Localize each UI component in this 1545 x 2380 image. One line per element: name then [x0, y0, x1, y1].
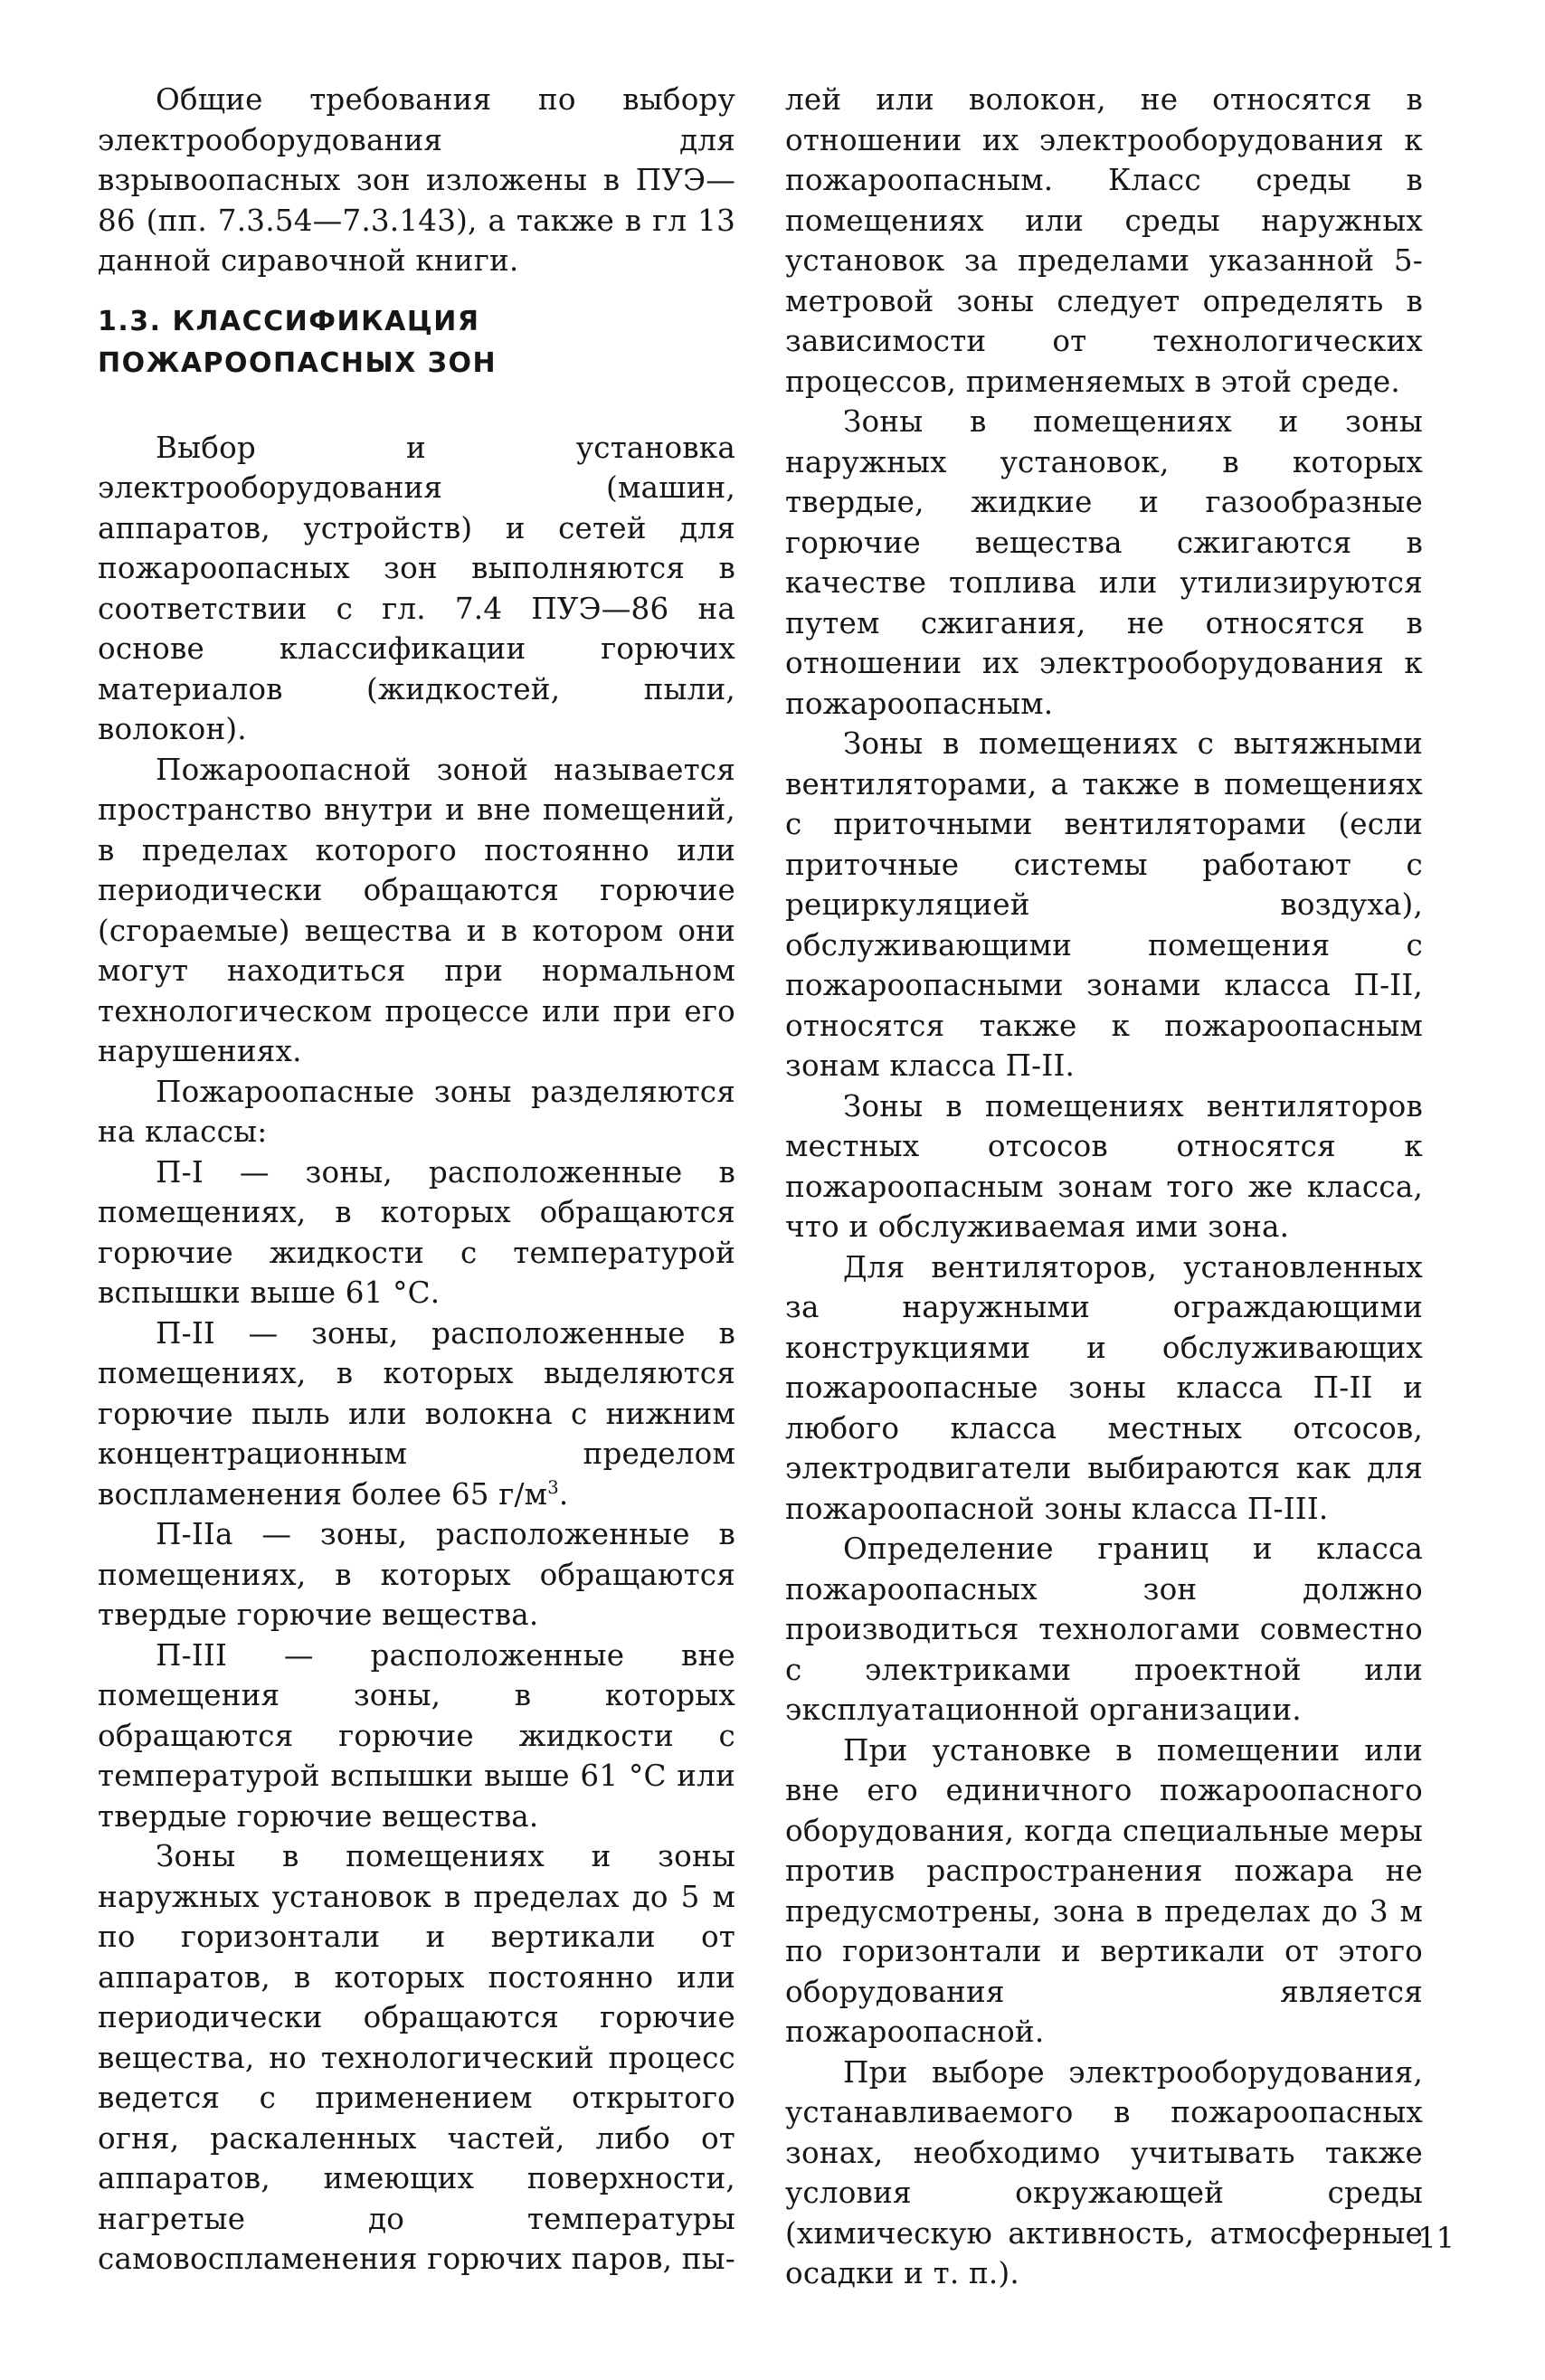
- paragraph-single-equipment: При установке в помещении или вне его единичного пожароопасного оборудования, когда специальные меры против распространения пожара не предусмотрены, зона в пределах до 3 м по горизонтали и вертикали от этого оборудования является пожароопасной.: [785, 1732, 1423, 2049]
- section-heading-line2: ПОЖАРООПАСНЫХ ЗОН: [98, 346, 498, 379]
- paragraph-local-exhaust: Зоны в помещениях вентиляторов местных отсосов относятся к пожароопасным зонам того же класса, что и обслуживаемая ими зона.: [785, 1088, 1423, 1244]
- right-column: [785, 80, 1423, 2294]
- class-p2-end: .: [558, 1476, 569, 1512]
- paragraph-classes-intro: Пожароопасные зоны разделяются на классы:: [98, 1074, 735, 1149]
- paragraph-selection: Выбор и установка электрооборудования (машин, аппаратов, устройств) и сетей для пожароопасных зон выполняются в соответствии с гл. 7.4 ПУЭ—86 на основе классификации горючих материалов (жидкостей, пыли, волокон).: [98, 430, 735, 746]
- paragraph-class-p2a: П-IIа — зоны, расположенные в помещениях, в которых обращаются твердые горючие вещества.: [98, 1517, 735, 1632]
- class-p2-text: П-II — зоны, расположенные в помещениях, в которых выделяются горючие пыль или волокна с нижним концентрационным пределом воспламенения более 65 г/м: [98, 1315, 735, 1512]
- section-heading-line1: 1.3. КЛАССИФИКАЦИЯ: [98, 305, 480, 337]
- paragraph-fuel-zones: Зоны в помещениях и зоны наружных установок, в которых твердые, жидкие и газообразные горючие вещества сжигаются в качестве топлива или утилизируются путем сжигания, не относятся в отношении их электрооборудования к пожароопасным.: [785, 404, 1423, 721]
- paragraph-class-p2: [98, 1313, 735, 1515]
- paragraph-class-p1: П-I — зоны, расположенные в помещениях, в которых обращаются горючие жидкости с температурой вспышки выше 61 °С.: [98, 1154, 735, 1310]
- paragraph-class-p3: П-III — расположенные вне помещения зоны, в которых обращаются горючие жидкости с температурой вспышки выше 61 °С или твердые горючие вещества.: [98, 1637, 735, 1834]
- paragraph-boundaries: Определение границ и класса пожароопасных зон должно производиться технологами совместно с электриками проектной или эксплуатационной организации.: [785, 1531, 1423, 1727]
- paragraph-outdoor-ventilators: Для вентиляторов, установленных за наружными ограждающими конструкциями и обслуживающих пожароопасные зоны класса П-II и любого класса местных отсосов, электродвигатели выбираются как для пожароопасной зоны класса П-III.: [785, 1249, 1423, 1526]
- left-column: [98, 80, 735, 2280]
- page-number: 11: [1417, 2221, 1455, 2255]
- section-heading: [98, 301, 735, 428]
- paragraph-definition: Пожароопасной зоной называется пространство внутри и вне помещений, в пределах которого постоянно или периодически обращаются горючие (сгораемые) вещества и в котором они могут находиться при нормальном технологическом процессе или при его нарушениях.: [98, 752, 735, 1068]
- class-p2-superscript: 3: [547, 1476, 559, 1498]
- paragraph-ventilators: Зоны в помещениях с вытяжными вентиляторами, а также в помещениях с приточными вентиляторами (если приточные системы работают с рециркуляцией воздуха), обслуживающими помещения с пожароопасными зонами класса П-II, относятся также к пожароопасным зонам класса П-II.: [785, 726, 1423, 1083]
- paragraph-zones-5m: Зоны в помещениях и зоны наружных установок в пределах до 5 м по горизонтали и вертикали от аппаратов, в которых постоянно или периодически обращаются горючие вещества, но технологический процесс ведется с применением открытого огня, раскаленных частей, либо от аппаратов, имеющих поверхности, нагретые до температуры самовоспламенения горючих паров, пы-: [98, 1839, 735, 2276]
- paragraph-environment: При выборе электрооборудования, устанавливаемого в пожароопасных зонах, необходимо учитывать также условия окружающей среды (химическую активность, атмосферные осадки и т. п.).: [785, 2054, 1423, 2290]
- paragraph-continuation: лей или волокон, не относятся в отношении их электрооборудования к пожароопасным. Класс среды в помещениях или среды наружных установок за пределами указанной 5-метровой зоны следует определять в зависимости от технологических процессов, применяемых в этой среде.: [785, 82, 1423, 399]
- intro-paragraph: Общие требования по выбору электрооборудования для взрывоопасных зон изложены в ПУЭ—86 (пп. 7.3.54—7.3.143), а также в гл 13 данной сиравочной книги.: [98, 82, 735, 278]
